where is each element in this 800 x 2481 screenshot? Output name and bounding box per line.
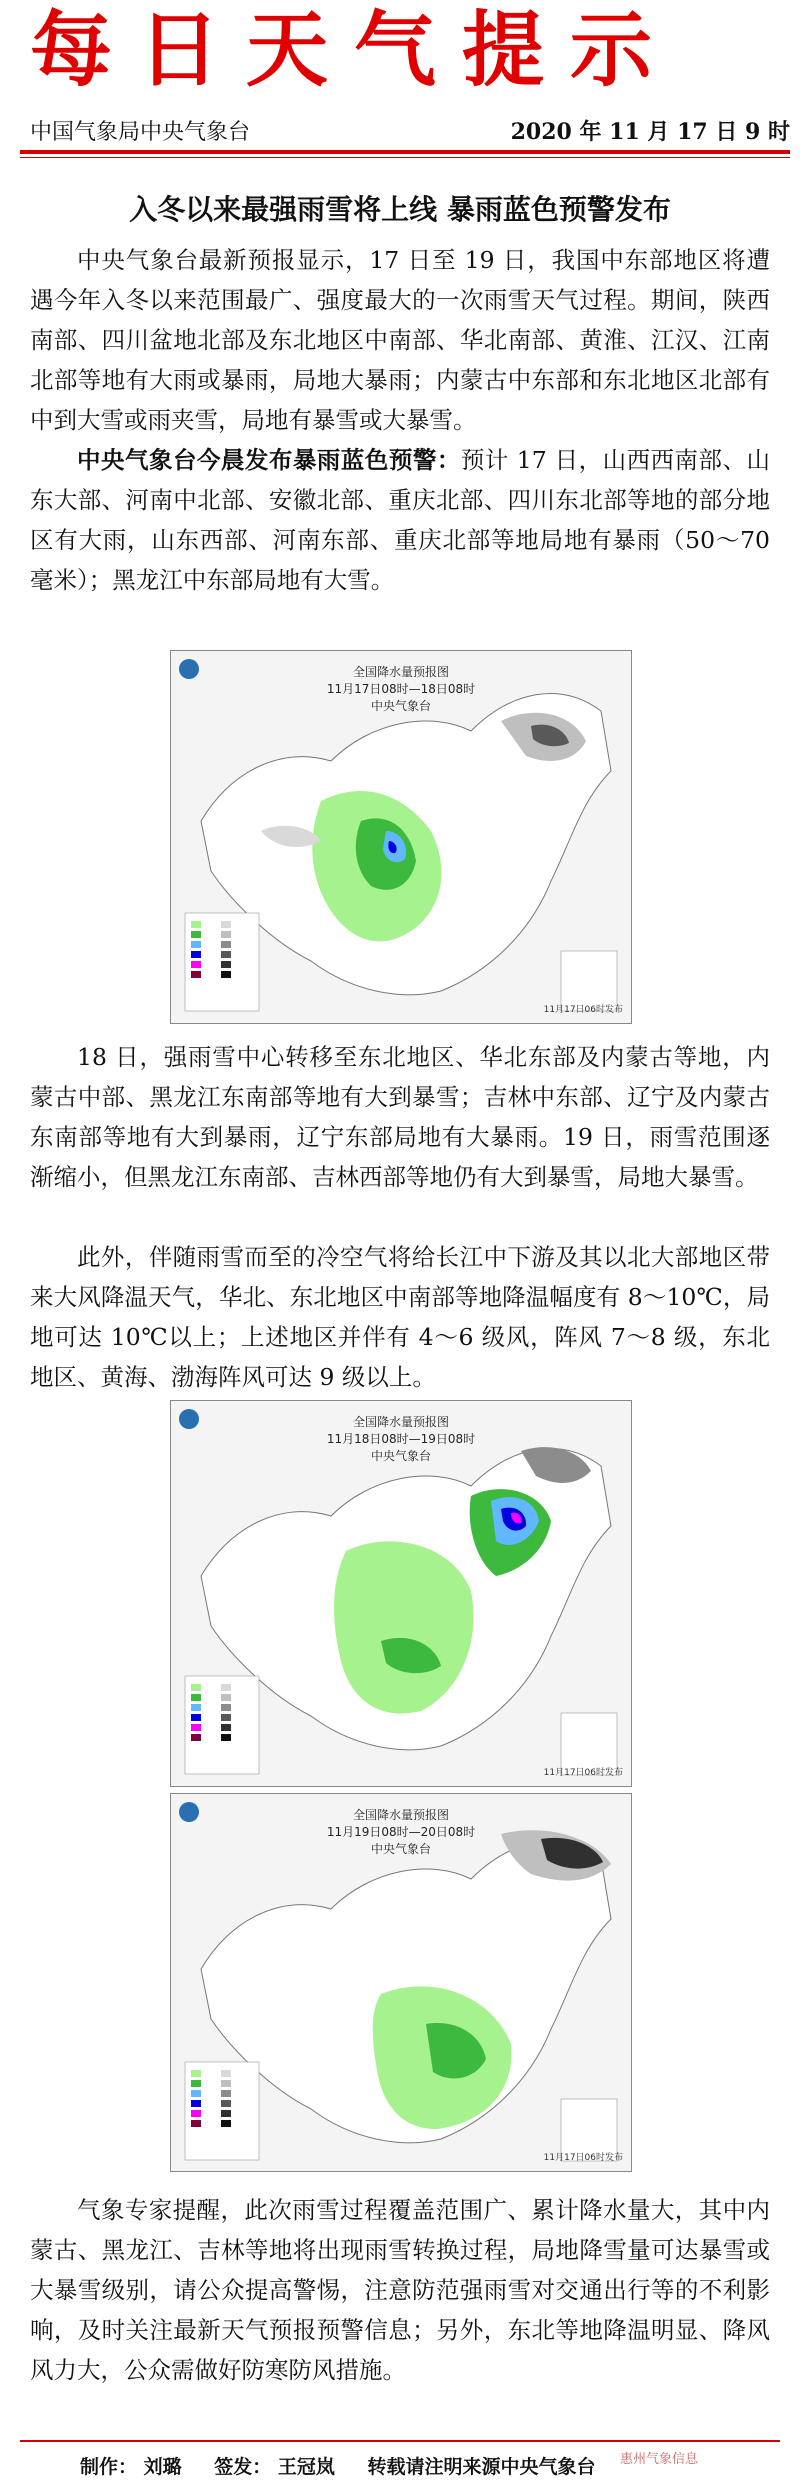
paragraph-2 [30,440,770,600]
map-stamp: 11月17日06时发布 [543,2153,623,2163]
source-label: 中国气象局中央气象台 [30,120,251,145]
paragraph-1: 中央气象台最新预报显示，17 日至 19 日，我国中东部地区将遭遇今年入冬以来范围最广、强度最大的一次雨雪天气过程。期间，陕西南部、四川盆地北部及东北地区中南部、华北南部、黄淮、江汉、江南北部等地有大雨或暴雨，局地大暴雨；内蒙古中东部和东北地区北部有中到大雪或雨夹雪，局地有暴雪或大暴雪。 [30,246,770,434]
issue-date: 2020 年 11 月 17 日 9 时 [510,119,790,145]
map-period: 11月18日08时—19日08时 [326,1432,476,1446]
editor-credit: 制作： 刘璐 [80,2456,182,2478]
headline: 入冬以来最强雨雪将上线 暴雨蓝色预警发布 [129,193,671,226]
map-period: 11月17日08时—18日08时 [326,682,476,696]
reviewer-credit: 签发： 王冠岚 [214,2456,335,2478]
map-stamp: 11月17日06时发布 [543,1005,623,1015]
map-issuer: 中央气象台 [370,1449,431,1463]
map-title: 全国降水量预报图 [352,1415,449,1429]
meta-row [30,115,790,145]
precip-map-1 [170,650,632,1024]
header-rule [20,150,790,154]
header-rule-thin [20,157,790,158]
footer-credits [80,2452,622,2479]
warning-body: 预计 17 日，山西西南部、山东大部、河南中北部、安徽北部、重庆北部、四川东北部等地的部分地区有大雨，山东西部、河南东部、重庆北部等地局地有暴雨（50～70 毫米）；黑龙江中东部局地有大雪。 [30,446,771,594]
map-period: 11月19日08时—20日08时 [326,1825,476,1839]
map-issuer: 中央气象台 [370,699,431,713]
precip-map-3 [170,1793,632,2172]
watermark: 惠州气象信息 [620,2452,699,2467]
map-stamp: 11月17日06时发布 [543,1768,623,1778]
reprint-note: 转载请注明来源中央气象台 [367,2456,596,2478]
paragraph-3: 18 日，强雨雪中心转移至东北地区、华北东部及内蒙古等地，内蒙古中部、黑龙江东南部等地有大到暴雪；吉林中东部、辽宁及内蒙古东南部等地有大到暴雨，辽宁东部局地有大暴雨。19 日，雨雪范围逐渐缩小，但黑龙江东南部、吉林西部等地仍有大到暴雪，局地大暴雪。 [30,1043,770,1191]
footer-rule [20,2440,780,2442]
map-title: 全国降水量预报图 [352,665,449,679]
precip-map-2 [170,1400,632,1787]
paragraph-4: 此外，伴随雨雪而至的冷空气将给长江中下游及其以北大部地区带来大风降温天气，华北、东北地区中南部等地降温幅度有 8～10℃，局地可达 10℃以上；上述地区并伴有 4～6 级风，阵风 7～8 级，东北地区、黄海、渤海阵风可达 9 级以上。 [30,1243,770,1391]
map-issuer: 中央气象台 [370,1842,431,1856]
paragraph-5: 气象专家提醒，此次雨雪过程覆盖范围广、累计降水量大，其中内蒙古、黑龙江、吉林等地将出现雨雪转换过程，局地降雪量可达暴雪或大暴雪级别，请公众提高警惕，注意防范强雨雪对交通出行等的不利影响，及时关注最新天气预报预警信息；另外，东北等地降温明显、降风风力大，公众需做好防寒防风措施。 [30,2196,770,2384]
warning-lead: 中央气象台今晨发布暴雨蓝色预警： [77,446,461,474]
masthead-title: 每日天气提示 [30,2,679,98]
map-title: 全国降水量预报图 [352,1808,449,1822]
